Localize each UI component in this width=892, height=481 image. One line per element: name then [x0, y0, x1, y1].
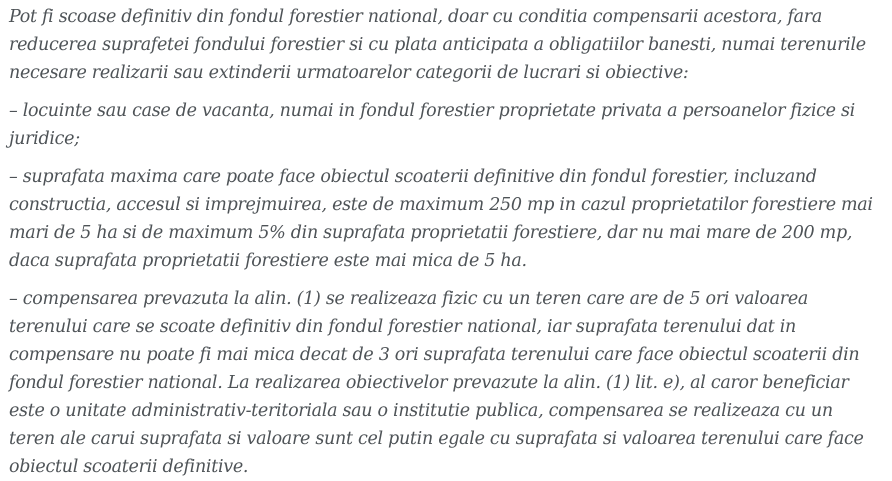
list-paragraph-max-area: – suprafata maxima care poate face obiectul scoaterii definitive din fondul forestier, incluzand constructia, accesul si imprejmuirea, este de maximum 250 mp in cazul proprietatilor forestiere mai mari de 5 ha si de maximum 5% din suprafata proprietatii forestiere, dar nu mai mare de 200 mp, daca suprafata proprietatii forestiere este mai mica de 5 ha. — [9, 167, 873, 271]
list-paragraph-compensation: – compensarea prevazuta la alin. (1) se realizeaza fizic cu un teren care are de 5 ori valoarea terenului care se scoate definitiv din fondul forestier national, iar suprafata terenului dat in compensare nu poate fi mai mica decat de 3 ori suprafata terenului care face obiectul scoaterii din fondul forestier national. La realizarea obiectivelor prevazute la alin. (1) lit. e), al caror beneficiar este o unitate administrativ-teritoriala sau o institutie publica, compensarea se realizeaza cu un teren ale carui suprafata si valoare sunt cel putin egale cu suprafata si valoarea terenului care face obiectul scoaterii definitive. — [9, 289, 864, 477]
list-paragraph-housing: – locuinte sau case de vacanta, numai in fondul forestier proprietate privata a persoanelor fizice si juridice; — [9, 101, 855, 149]
intro-paragraph: Pot fi scoase definitiv din fondul forestier national, doar cu conditia compensarii acestora, fara reducerea suprafetei fondului forestier si cu plata anticipata a obligatiilor banesti, numai terenurile necesare realizarii sau extinderii urmatoarelor categorii de lucrari si obiective: — [9, 7, 866, 83]
